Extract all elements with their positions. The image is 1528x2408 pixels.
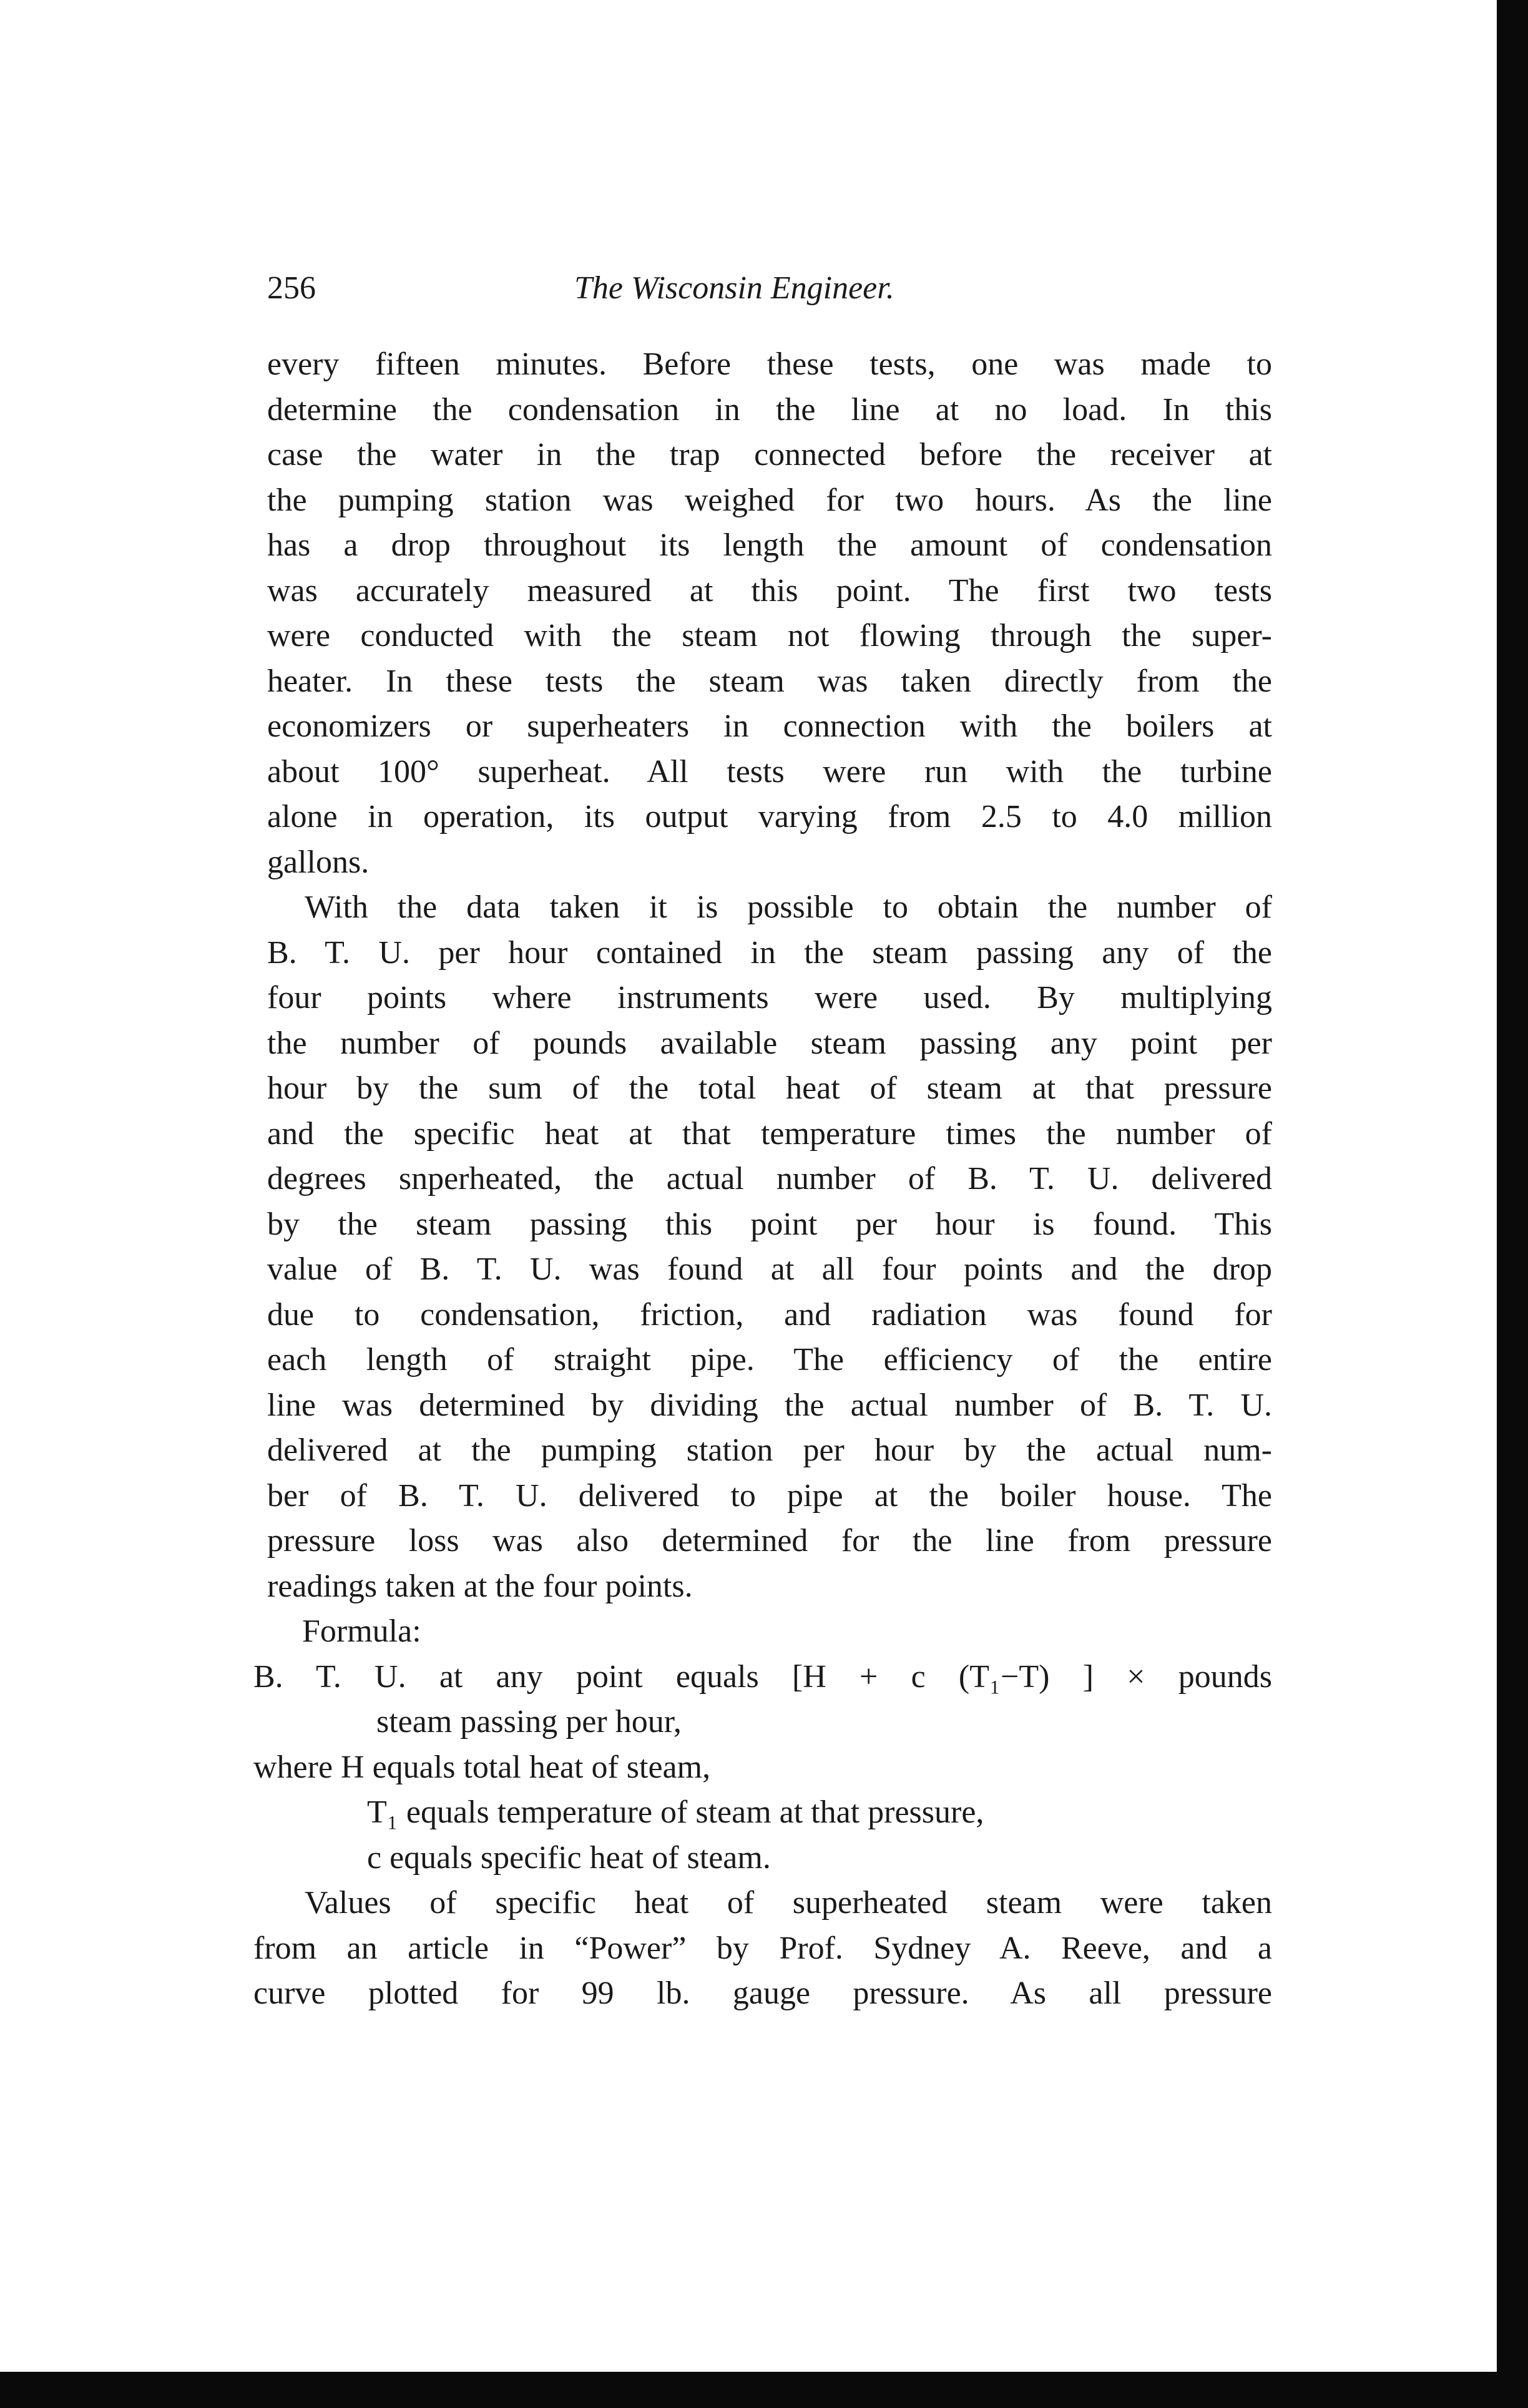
formula-line: T₁ equals temperature of steam at that pressure,: [367, 1794, 984, 1830]
formula-line: steam passing per hour,: [376, 1704, 682, 1740]
body-text: [253, 342, 1272, 2017]
text-line: alone in operation, its output varying from 2.5 to 4.0 million: [267, 799, 1272, 834]
text-line: every fifteen minutes. Before these tests, one was made to: [267, 346, 1272, 382]
text-line: value of B. T. U. was found at all four points and the drop: [267, 1251, 1272, 1287]
text-line: hour by the sum of the total heat of steam at that pressure: [267, 1070, 1272, 1106]
text-line: With the data taken it is possible to obtain the number of: [305, 889, 1272, 925]
text-line: each length of straight pipe. The efficiency of the entire: [267, 1342, 1272, 1378]
text-line: case the water in the trap connected before the receiver at: [267, 437, 1272, 472]
running-title: The Wisconsin Engineer.: [574, 270, 894, 306]
formula-line: where H equals total heat of steam,: [253, 1749, 711, 1785]
text-line: and the specific heat at that temperature times the number of: [267, 1115, 1272, 1152]
text-line: B. T. U. per hour contained in the steam passing any of the: [267, 934, 1272, 971]
text-line: about 100° superheat. All tests were run with the turbine: [267, 753, 1272, 790]
text-line: due to condensation, friction, and radiation was found for: [267, 1296, 1272, 1333]
text-line: were conducted with the steam not flowing through the super-: [267, 618, 1272, 653]
text-line: readings taken at the four points.: [267, 1568, 693, 1604]
text-line: Values of specific heat of superheated steam were taken: [305, 1885, 1272, 1921]
text-line: determine the condensation in the line at no load. In this: [267, 391, 1272, 428]
text-line: delivered at the pumping station per hour by the actual num-: [267, 1432, 1272, 1468]
page-header: [267, 270, 1266, 313]
text-line: from an article in “Power” by Prof. Sydney A. Reeve, and a: [253, 1930, 1272, 1966]
formula-line: B. T. U. at any point equals [H + c (T₁−T) ] × pounds: [253, 1658, 1272, 1695]
formula-line: c equals specific heat of steam.: [367, 1839, 771, 1876]
scan-border-bottom: [0, 2372, 1528, 2408]
text-line: was accurately measured at this point. The first two tests: [267, 572, 1272, 609]
formula-heading: Formula:: [302, 1613, 421, 1649]
text-line: the pumping station was weighed for two hours. As the line: [267, 482, 1272, 518]
text-line: curve plotted for 99 lb. gauge pressure. As all pressure: [253, 1975, 1272, 2011]
text-line: ber of B. T. U. delivered to pipe at the boiler house. The: [267, 1477, 1272, 1514]
text-line: has a drop throughout its length the amount of condensation: [267, 527, 1272, 563]
text-line: gallons.: [267, 844, 370, 880]
text-line: by the steam passing this point per hour is found. This: [267, 1206, 1272, 1242]
text-line: four points where instruments were used. By multiplying: [267, 980, 1272, 1016]
text-line: the number of pounds available steam passing any point per: [267, 1025, 1272, 1061]
text-line: heater. In these tests the steam was taken directly from the: [267, 663, 1272, 699]
text-line: economizers or superheaters in connection with the boilers at: [267, 708, 1272, 744]
page-number: 256: [267, 270, 316, 306]
scan-border-right: [1497, 0, 1528, 2408]
text-line: line was determined by dividing the actual number of B. T. U.: [267, 1387, 1272, 1423]
text-line: pressure loss was also determined for the line from pressure: [267, 1523, 1272, 1559]
text-line: degrees snperheated, the actual number of B. T. U. delivered: [267, 1161, 1272, 1197]
